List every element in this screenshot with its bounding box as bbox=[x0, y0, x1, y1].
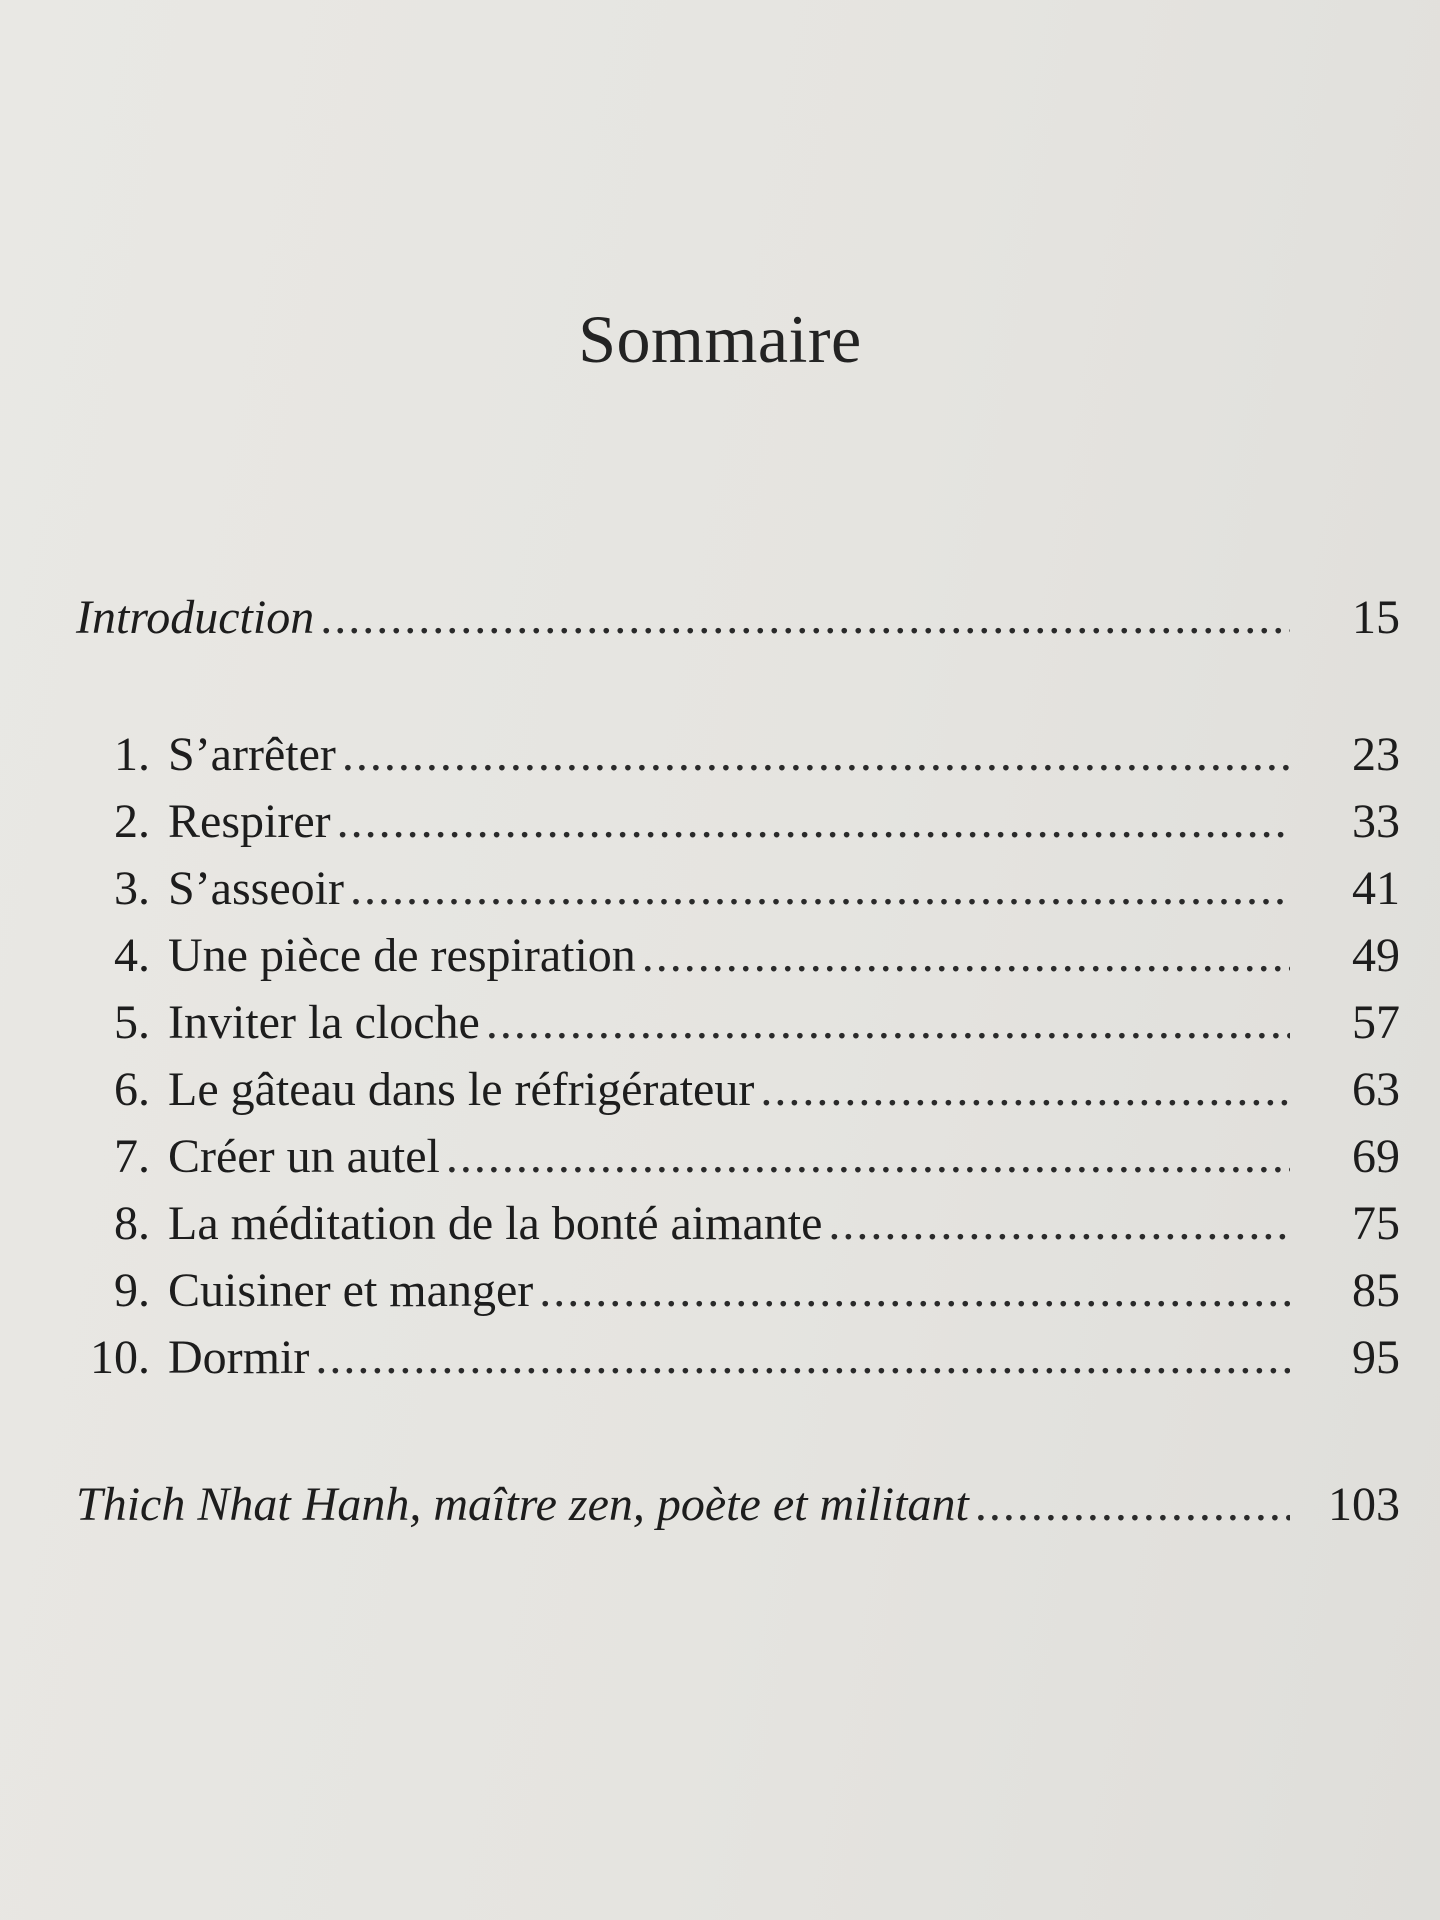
chapter-title: Respirer bbox=[168, 795, 331, 848]
dot-leader bbox=[642, 928, 1290, 983]
chapter-title: Inviter la cloche bbox=[168, 996, 480, 1049]
toc-entry-introduction bbox=[60, 590, 1400, 657]
chapter-number: 9. bbox=[114, 1264, 150, 1317]
dot-leader bbox=[486, 995, 1290, 1050]
toc-entry-chapter bbox=[60, 1263, 1400, 1330]
toc-entry-afterword bbox=[60, 1477, 1400, 1544]
dot-leader bbox=[315, 1330, 1290, 1385]
toc-entry-chapter bbox=[60, 1330, 1400, 1397]
chapter-title: Dormir bbox=[168, 1331, 310, 1384]
toc-entry-page: 15 bbox=[1352, 591, 1400, 644]
chapter-title: Cuisiner et manger bbox=[168, 1264, 534, 1317]
toc-entry-chapter bbox=[60, 1129, 1400, 1196]
toc-entry-chapter bbox=[60, 995, 1400, 1062]
chapter-title: Une pièce de respiration bbox=[168, 929, 636, 982]
toc-entry-chapter bbox=[60, 727, 1400, 794]
dot-leader bbox=[539, 1263, 1290, 1318]
dot-leader bbox=[342, 727, 1290, 782]
dot-leader bbox=[337, 794, 1290, 849]
chapter-number: 8. bbox=[114, 1197, 150, 1250]
chapter-title: S’arrêter bbox=[168, 728, 336, 781]
chapter-page: 41 bbox=[1352, 862, 1400, 915]
spacer bbox=[60, 657, 1400, 727]
toc-entry-label: Thich Nhat Hanh, maître zen, poète et militant bbox=[76, 1478, 969, 1531]
chapter-page: 85 bbox=[1352, 1264, 1400, 1317]
chapter-page: 23 bbox=[1352, 728, 1400, 781]
chapter-page: 75 bbox=[1352, 1197, 1400, 1250]
chapter-number: 10. bbox=[90, 1331, 150, 1384]
spacer bbox=[60, 1397, 1400, 1477]
toc-entry-chapter bbox=[60, 1062, 1400, 1129]
toc-entry-page: 103 bbox=[1328, 1478, 1400, 1531]
toc-entry-label: Introduction bbox=[76, 591, 315, 644]
chapter-number: 2. bbox=[114, 795, 150, 848]
chapter-number: 1. bbox=[114, 728, 150, 781]
dot-leader bbox=[320, 590, 1290, 645]
toc-entry-chapter bbox=[60, 861, 1400, 928]
table-of-contents bbox=[60, 590, 1400, 1544]
toc-entry-chapter bbox=[60, 1196, 1400, 1263]
page-title: Sommaire bbox=[578, 301, 862, 377]
chapter-number: 5. bbox=[114, 996, 150, 1049]
chapter-page: 49 bbox=[1352, 929, 1400, 982]
chapter-page: 95 bbox=[1352, 1331, 1400, 1384]
chapter-page: 33 bbox=[1352, 795, 1400, 848]
toc-entry-chapter bbox=[60, 794, 1400, 861]
dot-leader bbox=[975, 1477, 1290, 1532]
chapter-number: 6. bbox=[114, 1063, 150, 1116]
dot-leader bbox=[350, 861, 1290, 916]
chapter-number: 3. bbox=[114, 862, 150, 915]
dot-leader bbox=[760, 1062, 1290, 1117]
chapter-page: 69 bbox=[1352, 1130, 1400, 1183]
chapter-number: 7. bbox=[114, 1130, 150, 1183]
chapter-page: 63 bbox=[1352, 1063, 1400, 1116]
dot-leader bbox=[828, 1196, 1290, 1251]
chapter-title: S’asseoir bbox=[168, 862, 344, 915]
chapter-title: Le gâteau dans le réfrigérateur bbox=[168, 1063, 755, 1116]
dot-leader bbox=[446, 1129, 1290, 1184]
chapter-page: 57 bbox=[1352, 996, 1400, 1049]
chapter-title: Créer un autel bbox=[168, 1130, 440, 1183]
chapter-title: La méditation de la bonté aimante bbox=[168, 1197, 823, 1250]
chapter-number: 4. bbox=[114, 929, 150, 982]
toc-entry-chapter bbox=[60, 928, 1400, 995]
